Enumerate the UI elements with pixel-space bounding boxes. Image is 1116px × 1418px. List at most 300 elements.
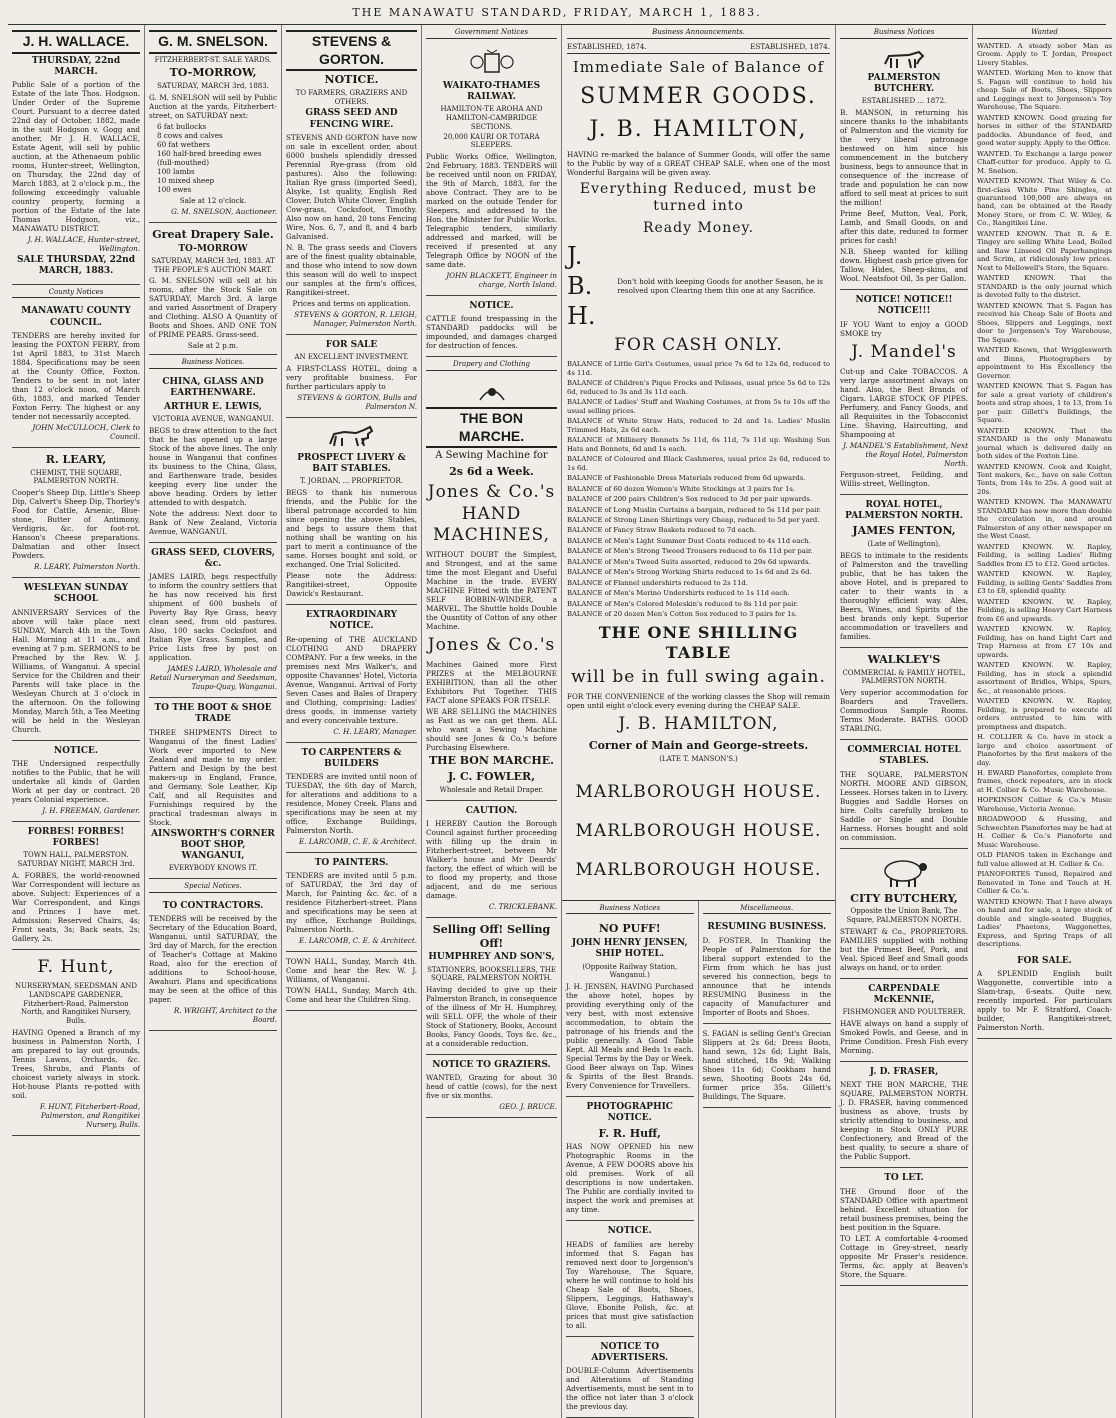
ad-subheading: HAMILTON-TE AROHA AND HAMILTON-CAMBRIDGE SECTIONS.: [440, 105, 543, 131]
section-heading: Wanted: [977, 28, 1112, 39]
ad-heading: CAUTION.: [465, 805, 518, 816]
jbh-initials: J. B. H.: [567, 242, 596, 330]
ad-text: TOWN HALL, Sunday, March 4th. Come and hear the Children Sing.: [286, 986, 417, 1005]
ad-heading: EXTRAORDINARY NOTICE.: [305, 610, 398, 632]
list-item: BALANCE of Men's Tweed Suits assorted, reduced to 29s 6d upwards.: [567, 557, 811, 566]
ad-subheading: 20,000 KAURI OR TOTARA SLEEPERS.: [443, 132, 540, 150]
ad-heading: CARPENDALE McKENNIE,: [868, 983, 940, 1005]
ad-heading: TO PAINTERS.: [314, 858, 389, 868]
wanted-item: WANTED KNOWN. That S. Fagan has received his Cheap Sale of Boots and Shoes, Slippers and Leggings, next door to Jorgensen's Toy Warehouse, The Square.: [977, 301, 1112, 344]
ad-text: Very superior accommodation for Boarders and Travellers. Commodious Sample Rooms. Terms Moderate. BATHS. GOOD STABLING.: [840, 688, 968, 733]
ad-note: Please note the Address: Rangitikei-street, Opposite Dawick's Restaurant.: [286, 571, 417, 598]
ad-text: BEGS to draw attention to the fact that he has opened up a large Stock of the above lines. The only house in Wanganui that confines its business to the China, Glass, and Earthenware trade, besides keeping every line under the above heading. Orders by letter attended to with despatch.: [149, 425, 277, 507]
walkley-ad: [840, 648, 968, 740]
list-item: 6 fat bullocks: [157, 121, 207, 131]
ad-subheading: NURSERYMAN, SEEDSMAN AND LANDSCAPE GARDENER, Fitzherbert-Road, Palmerston North, and Rangitikei Nursery, Bulls.: [14, 982, 137, 1025]
ad-text: A. FORBES, the world-renowned War Correspondent will lecture as above. Subject: Experiences of a War Correspondent, and Kings and Princes I have met. Admission: Reserved Chairs, 4s; Front seats, 3s; Back seats, 2s; Gallery, 2s.: [12, 870, 140, 943]
list-item: BALANCE of 60 dozen Women's White Stockings at 3 pairs for 1s.: [567, 484, 796, 493]
ad-text: TENDERS will be received by the Secretary of the Education Board, Wanganui, until SATURDAY, the 3rd day of March, for the erection of Teacher's Cottage at Makino Road, also for the erection of additions to School-house, Awahuri. Plans and specifications may be seen at the office of this paper.: [149, 914, 277, 1004]
ad-subheading: T. JORDAN, ... PROPRIETOR.: [299, 477, 404, 486]
ad-heading: J. B. HAMILTON,: [589, 117, 808, 142]
ad-heading: R. LEARY,: [45, 452, 107, 466]
ad-heading: Jones & Co.'s: [427, 635, 556, 655]
ad-heading: SUMMER GOODS.: [580, 83, 817, 109]
ad-date: THURSDAY, 22nd MARCH.: [31, 55, 121, 77]
list-item: BALANCE of Flannel undershirts reduced to 2s 11d.: [567, 578, 748, 587]
ad-text: S. FAGAN is selling Gent's Grecian Slippers at 2s 6d; Dress Boots, hand sewn, 12s 6d; Light Bals, hand stitched, 18s 9d; Walking Shoes 11s 6d; Cookham hand sewn, Shooting Boots 24s 6d, former price 35s. Gillett's Buildings, The Square.: [702, 1028, 831, 1101]
section-heading: Business Announcements.: [567, 28, 830, 39]
jbh-row: [567, 241, 830, 331]
wanted-item: WANTED KNOWN. That R. & E. Tingey are selling White Lead, Boiled and Raw Linseed Oil Paperhangings and Scrim, at ridiculously low prices. Next to Mellowell's Store, the Square.: [977, 229, 1112, 272]
ad-heading: J. B. HAMILTON,: [618, 714, 779, 735]
ad-heading: NOTICE.: [469, 301, 514, 311]
wanted-item: WANTED KNOWN. Cook and Knight, Tent makers, &c., have on sale Cotton Tents, from 14s to 25s. A good suit at 20s.: [977, 462, 1112, 496]
wanted-item: WANTED KNOWN. W. Rapley, Feilding, is selling Ladies' Riding Saddles from £5 to £12. Good articles.: [977, 542, 1112, 568]
ad-signature: JOHN BLACKETT, Engineer in charge, North Island.: [446, 271, 557, 289]
ad-text: THE SQUARE, PALMERSTON NORTH. MOORE AND GIBSON, Lessees. Horses taken in to Livery. Buggies and Saddle Horses on hire. Colts carefully broken to Saddle or Single and Double Harness. Horses bought and sold on commission.: [840, 769, 968, 842]
crest-icon: [472, 380, 512, 404]
townhall-ad: [286, 952, 417, 1011]
fagan-ad: [703, 1024, 832, 1108]
ad-heading: TO LET.: [884, 1173, 924, 1184]
wallace-ad: [12, 25, 140, 285]
ad-text: Ferguson-street, Feilding, and Willis-street, Wellington.: [840, 469, 968, 488]
ad-heading: J. Mandel's: [851, 341, 957, 362]
ad-heading: NOTICE TO GRAZIERS.: [432, 1060, 551, 1070]
ad-signature: STEVENS & GORTON, R. LEIGH, Manager, Palmerston North.: [294, 309, 417, 328]
wanted-item: WANTED KNOWN. That the STANDARD is the only Manawatu journal which is delivered daily on both sides of the Foxton Line.: [977, 426, 1112, 461]
wanted-item: WANTED KNOWN. W. Rapley, Feilding, is prepared to execute all orders entrusted to him with promptness and dispatch.: [977, 697, 1112, 731]
ad-text: NEXT THE BON MARCHE, THE SQUARE, PALMERSTON NORTH. J. D. FRASER, having commenced business as above, trusts by strictly attending to business, and keeping in Stock ONLY PURE Confectionery, and Bread of the best quality, to secure a share of the Public Support.: [840, 1080, 968, 1162]
wanted-item: HOPKINSON Collier & Co.'s Music Warehouse, Victoria Avenue.: [977, 796, 1112, 813]
ad-heading: CITY BUTCHERY,: [850, 891, 958, 905]
list-item: BALANCE of Coloured and Black Cashmeres, usual price 2s 6d, reduced to 1s 6d.: [567, 455, 830, 472]
ad-text: JAMES LAIRD, begs respectfully to inform the country settlers that he has now received his first shipment of 600 bushels of Poverty Bay Rye Grass, heavy clean seed, from old pastures. Also, 100 sacks Cocksfoot and Italian Rye Grass. Samples, and Price Lists free by post on application.: [149, 572, 277, 662]
ad-heading: Immediate Sale of Balance of: [572, 57, 825, 76]
ad-text: B. MANSON, in returning his sincere thanks to the inhabitants of Palmerston and the vicinity for the very liberal patronage bestowed on him since his commencement in the butchery business, begs to announce that in consequence of the increase of trade and population he can now afford to sell meat at prices to suit the million!: [840, 108, 968, 207]
ad-text: A Sewing Machine for: [435, 450, 548, 461]
ad-subheading: STATIONERS, BOOKSELLERS, THE SQUARE, PALMERSTON NORTH.: [427, 965, 556, 983]
ad-heading: PALMERSTON BUTCHERY.: [867, 72, 941, 94]
column-6-lower: [699, 901, 836, 1418]
fishmonger-ad: [840, 979, 968, 1062]
stock-list: [157, 122, 277, 194]
list-item: BALANCE of Strong Linen Shirtings very Cheap, reduced to 5d per yard.: [567, 516, 820, 524]
ad-subheading: (Opposite Railway Station, Wanganui.): [582, 962, 678, 980]
section-heading: Business Notices.: [149, 358, 277, 369]
section-heading: Special Notices.: [149, 882, 277, 893]
ad-subheading: (LATE T. MANSON'S.): [659, 755, 738, 764]
ad-text: TO LET. A comfortable 4-roomed Cottage in Grey-street, nearly opposite Mr Fraser's residence. Terms, &c. apply at Beaven's Store, the Square.: [840, 1233, 968, 1279]
butchery-ad: [840, 42, 968, 290]
wanted-item: WANTED KNOWN. That the STANDARD is the only journal which is devoted fully to the district.: [977, 274, 1112, 300]
wanted-item: WANTED KNOWN. Good grazing for horses in either of the STANDARD paddocks. Abundance of feed, and good water supply. Apply to the Office.: [977, 113, 1112, 148]
section-heading: County Notices: [12, 288, 140, 299]
ad-heading: THE BON MARCHE.: [426, 407, 557, 448]
column-7: [836, 25, 973, 1418]
wanted-item: BROADWOOD & Hussing, and Schwechten Pianofortes may be had at H. Collier & Co.'s Pianoforte and Music Warehouse.: [977, 815, 1112, 849]
ad-signature: C. TRICKLEBANK.: [488, 901, 557, 911]
ad-text: Sale at 2 p.m.: [187, 341, 239, 351]
advertisers-notice: [566, 1337, 694, 1418]
column-8: [973, 25, 1116, 1418]
ad-text: Re-opening of THE AUCKLAND CLOTHING AND DRAPERY COMPANY. For a few weeks, in the premises next Mrs Walker's, and opposite Chavannes' Hotel, Victoria Avenue, Wanganui. Arrival of Forty Seven Cases and Bales of Drapery and Clothing, comprising: Ladies' dress goods, in immense variety and every conceivable texture.: [286, 634, 417, 725]
ad-heading: Everything Reduced, must be turned into: [579, 180, 818, 214]
drapery-ad: [149, 223, 277, 356]
section-heading: Business Notices: [840, 28, 968, 39]
ad-text: BEGS to thank his numerous friends, and the Public for the liberal patronage accorded to him since opening the above Stables, and begs to assure them that nothing shall be wanting on his part to merit a continuance of the same. Horses bought and sold, or exchanged. One Trial Solicited.: [286, 488, 417, 569]
ad-subheading: Opposite the Union Bank, The Square, PALMERSTON NORTH.: [846, 907, 962, 924]
graziers-ad: [426, 1055, 557, 1118]
list-item: BALANCE of Fancy Straw Baskets reduced to 7d each.: [567, 526, 757, 535]
list-item: 100 ewes: [157, 184, 192, 194]
ad-note: N.B. Sheep wanted for killing down. Highest cash price given for Tallow, Hides, Sheep-skins, and Wool. Neatsfoot Oil, 3s per Gallon.: [840, 247, 968, 283]
column-1: [8, 25, 145, 1418]
ad-heading: THE ONE SHILLING TABLE: [598, 622, 799, 662]
hunt-ad: [12, 950, 140, 1136]
ad-text: A FIRST-CLASS HOTEL, doing a very profitable business. For further particulars apply to: [286, 363, 417, 391]
list-item: 8 cows and calves: [157, 130, 223, 140]
ad-text: D. FOSTER, In Thanking the People of Palmerston for the liberal support extended to the Firm from which he has just severed his connection, begs to announce that he intends RESUMING Business in the capacity of Manufacturer and Importer of Boots and Shoes.: [702, 935, 831, 1017]
ad-heading: TO THE BOOT & SHOE TRADE: [154, 703, 272, 725]
livery-ad: [286, 418, 417, 605]
ad-subheading: (Late of Wellington),: [867, 540, 941, 548]
ad-heading: FOR CASH ONLY.: [614, 335, 783, 355]
ad-subheading: SALE THURSDAY, 22nd MARCH, 1883.: [16, 255, 136, 277]
column-5-lower: [562, 901, 699, 1418]
balance-list: [567, 360, 830, 619]
ad-text: Cooper's Sheep Dip, Little's Sheep Dip, Calvert's Sheep Dip, Thorley's Food for Cattle, Arsenic, Blue-stone, Butter of Antimony, Verdigris, &c. for foot-rot. Hanson's Cheese preparations. Dalmatian and other Insect Powders.: [12, 488, 140, 560]
ad-text: IF YOU Want to enjoy a GOOD SMOKE try: [840, 319, 968, 338]
wanted-item: H. COLLIER & Co. have in stock a large and choice assortment of Pianofortes by the first makers of the day.: [977, 733, 1112, 767]
ad-text: TOWN HALL, Sunday, March 4th. Come and hear the Rev. W. J. Williams, of Wanganui.: [286, 957, 417, 985]
ad-heading: JAMES FENTON,: [852, 524, 956, 538]
contractors-ad: [149, 896, 277, 1031]
ad-text: HAVING Opened a Branch of my business in Palmerston North, I am prepared to lay out grounds, Tennis Lawns, Orchards, &c. Trees, Shrubs, and Plants of choicest variety always in stock. Hot-house Plants re-potted with soil.: [12, 1027, 140, 1100]
column-5-6: [562, 25, 836, 1418]
ad-signature: R. WRIGHT, Architect to the Board.: [173, 1006, 277, 1024]
ad-heading: WAIKATO-THAMES RAILWAY.: [442, 80, 541, 102]
ad-text: Prime Beef, Mutton, Veal, Pork, Lamb, and Small Goods, on and after this date, reduced to former prices for cash!: [840, 209, 968, 245]
column-4: [422, 25, 562, 1418]
ad-text: WANTED, Grazing for about 30 head of cattle (cows), for the next five or six months.: [426, 1073, 557, 1101]
ad-text: THREE SHIPMENTS Direct to Wanganui of the finest Ladies' Work ever imported to New Zealand and made to my order. Pattern and Design by the best makers-up in England, France, and Germany. Sole Leather, Kip Calf, and all Requisites and Furnishings required by the practical tradesman always in Stock.: [149, 727, 277, 827]
ad-text: TENDERS are invited until noon of TUESDAY, the 6th day of March, for alterations and additions to a residence, Money Creek. Plans and specifications may be seen at my office, Exchange Buildings, Palmerston North.: [286, 772, 417, 835]
ad-heading: WALKLEY'S: [867, 652, 941, 666]
ad-text: HEADS of families are hereby informed that S. Fagan has removed next door to Jorgenson's Toy Warehouse, The Square, where he will continue to hold his Cheap Sale of Boots, Shoes, Slippers, Leggings, Hathaway's Glove, Ebonite Polish, &c. at prices that must give satisfaction to all.: [566, 1239, 694, 1330]
boot-ad: [149, 698, 277, 879]
list-item: BALANCE of 200 pairs Children's Sox reduced to 3d per pair upwards.: [567, 495, 812, 504]
ad-text: Cut-up and Cake TOBACCOS. A very large assortment always on hand. Also, the Best Brands of Cigars. LARGE STOCK OF PIPES. Perfumery, and Fancy Goods, and all Requisites in the Tobacconist Line. Shaving, Haircutting, and Shampooing at: [840, 366, 968, 439]
ad-date: SATURDAY, MARCH 3rd, 1883.: [157, 82, 269, 90]
ad-heading: TO CARPENTERS & BUILDERS: [301, 747, 402, 769]
ad-heading: STEVENS & GORTON.: [286, 30, 417, 71]
ad-signature: E. LARCOMB, C. E. & Architect.: [298, 936, 417, 946]
ad-text: STEWART & Co., PROPRIETORS. FAMILIES supplied with nothing but the Primest Beef, Pork, and Veal. Spiced Beef and Small goods always on hand, or to order.: [840, 926, 968, 972]
painters-ad: [286, 853, 417, 952]
ad-text: BEGS to intimate to the residents of Palmerston and the travelling public, that he has taken the above Hotel, and is prepared to cater to their wants in a thoroughly efficient way. Ales, Beers, Wines, and Spirits of the best brands only kept. Superior accommodation or travellers and families.: [840, 550, 968, 641]
ad-text: HAS NOW OPENED his new Photographic Rooms in the Avenue, A FEW DOORS above his old premises. Work of all descriptions is now undertaken. The Public are cordially invited to inspect the work and premises at any time.: [566, 1142, 694, 1215]
ad-heading: NOTICE.: [53, 745, 99, 756]
forbes-ad: [12, 822, 140, 950]
lewis-ad: [149, 372, 277, 543]
ad-subheading: FISHMONGER AND POULTERER.: [842, 1008, 966, 1017]
royal-hotel-ad: [840, 495, 968, 648]
ad-text: Don't hold with keeping Goods for another Season, he is resolved upon Clearing them this one at any Sacrifice.: [617, 277, 823, 295]
ad-heading: MARLBOROUGH HOUSE.: [575, 860, 822, 881]
laird-ad: [149, 543, 277, 699]
tolet-ad: [840, 1168, 968, 1285]
wanted-item: OLD PIANOS taken in Exchange and full value allowed at H. Collier & Co.: [977, 851, 1112, 868]
extraordinary-ad: [286, 605, 417, 743]
ad-text: G. M. SNELSON will sell by Public Auction at the yards, Fitzherbert-street, on SATURDAY next:: [149, 92, 277, 120]
ad-text: G. M. SNELSON will sell at his rooms, after the Stock Sale on SATURDAY, March 3rd. A large and varied Assortment of Drapery and Clothing. ALSO A Quantity of Boots and Shoes. AND ONE TON of PRIME PEARS. Grass-seed.: [149, 276, 277, 340]
city-butchery-ad: [840, 849, 968, 979]
ad-heading: will be in full swing again.: [571, 666, 826, 687]
ad-signature: C. H. LEARY, Manager.: [333, 726, 417, 736]
ad-heading: F. R. Huff,: [598, 1126, 661, 1140]
ad-text: STEVENS AND GORTON have now on sale in excellent order, about 6000 bushels splendidly dressed Perennial Rye-grass (from old pastures). Also the following: Italian Rye grass (imported Seed), Alsyke, 1st quality, English Red Clover, Dutch White Clover, English Cow-grass, Cocksfoot, Timothy. Also now on hand, 20 tons Fencing Wire, Nos. 6, 7, and 8, and 4 barb Galvanised.: [286, 132, 417, 241]
ad-text: Sale at 12 o'clock.: [179, 195, 247, 205]
section-heading: Drapery and Clothing: [426, 360, 557, 371]
ad-text: Having decided to give up their Palmerston Branch, in consequence of the illness of Mr H. Humphrey, will SELL OFF, the whole of their Stock of Stationery, Books, Account Books, Fancy Goods, Toys &c. &c., at a considerable reduction.: [426, 985, 557, 1048]
stevens-ad: [286, 25, 417, 335]
ad-heading: ROYAL HOTEL, PALMERSTON NORTH.: [845, 499, 963, 521]
sheep-icon: [877, 855, 931, 889]
bon-marche-ad: [426, 374, 557, 801]
ad-heading: Jones & Co.'s HAND MACHINES,: [427, 482, 556, 545]
ad-note: N. B. The grass seeds and Clovers are of the finest quality obtainable, and those who intend to sow down this season will do well to inspect our samples at the firm's offices, Rangitikei-street.: [286, 242, 417, 297]
wanted-item: WANTED KNOWN. W. Rapley, Feilding, is selling Heavy Cart Harness from £6 and upwards.: [977, 597, 1112, 623]
ad-heading: TO CONTRACTORS.: [162, 900, 264, 911]
list-item: BALANCE of 20 dozen Men's Cotton Sox reduced to 3 pairs for 1s.: [567, 610, 798, 619]
ad-subheading: FITZHERBERT-ST. SALE YARDS.: [154, 55, 272, 64]
ad-subheading: VICTORIA AVENUE, WANGANUI.: [152, 414, 274, 423]
wanted-item: WANTED Known, that Wrigglesworth and Binns, Photographers by appointment to His Excellency the Governor.: [977, 346, 1112, 380]
ad-heading: J. C. FOWLER,: [447, 770, 536, 783]
ad-signature: STEVENS & GORTON, Bulls and Palmerston N.: [297, 392, 417, 411]
ad-heading: MANAWATU COUNTY COUNCIL.: [21, 306, 131, 328]
carpenters-ad: [286, 743, 417, 854]
waggonette-ad: [977, 951, 1112, 1039]
ad-heading: F. Hunt,: [37, 956, 115, 977]
railway-ad: [426, 42, 557, 296]
ad-heading: JOHN HENRY JENSEN, SHIP HOTEL.: [571, 938, 688, 960]
ad-heading: HUMPHREY AND SON'S,: [428, 952, 555, 963]
bull-icon: [879, 48, 929, 70]
coat-of-arms-icon: [467, 48, 517, 78]
huff-ad: [566, 1097, 694, 1221]
list-item: BALANCE of Men's Colored Moleskin's reduced to 8s 11d per pair.: [567, 599, 798, 608]
list-item: BALANCE of Children's Pique Frocks and Pelisses, usual price 5s 6d to 12s 6d, reduced to 3s and 3s 11d each.: [567, 379, 830, 396]
ad-text: I HEREBY Caution the Borough Council against further proceeding with filling up the drain in Fitzherbert-street, between Mr Walker's house and Mr Deards' factory, the effect of which will be to flood my property, and those adjacent, and do me serious damage.: [426, 818, 557, 900]
section-heading: Miscellaneous.: [703, 904, 832, 915]
masthead: THE MANAWATU STANDARD, FRIDAY, MARCH 1, 1883.: [8, 6, 1106, 25]
ad-text: WITHOUT DOUBT the Simplest, and Strongest, and at the same time the most Elegant and Useful Machine in the trade. EVERY MACHINE Fitted with the PATENT SELF BOBBIN-WINDER, a MARVEL. The Shuttle holds Double the Quantity of Cotton of any other Machine.: [426, 550, 557, 631]
ad-heading: J. H. WALLACE.: [12, 30, 140, 54]
wanted-item: WANTED KNOWN. W. Rapley, Feilding, has in stock a splendid assortment of Bridles, Whips, Spurs, &c., at reasonable prices.: [977, 661, 1112, 695]
list-item: BALANCE of White Straw Hats, reduced to 2d and 1s. Ladies' Muslin Trimmed Hats, 2s 6d each.: [567, 417, 830, 434]
ad-heading: WESLEYAN SUNDAY SCHOOL: [23, 583, 129, 605]
ad-heading: THE BON MARCHE.: [429, 754, 554, 768]
foster-ad: [703, 917, 832, 1023]
list-item: BALANCE of Long Muslin Curtains a bargain, reduced to 5s 11d per pair.: [567, 505, 822, 514]
list-item: 60 fat wethers: [157, 139, 210, 149]
wanted-item: WANTED. A steady sober Man as Groom. Apply to T. Jordan, Prospect Livery Stables.: [977, 41, 1112, 67]
list-item: BALANCE of Millinery Bonnets 5s 11d, 6s 11d, 7s 11d up. Washing Sun Hats and Bonnets, 6d and 1s each.: [567, 436, 830, 453]
ad-heading: MARLBOROUGH HOUSE.: [575, 821, 822, 842]
section-heading: Government Notices: [426, 28, 557, 39]
wanted-item: WANTED KNOWN. That Wiley & Co. first-class White Pine Shingles, at guaranteed 100,000 are always on hand, can be obtained at the Ready Money Store, or from C. W. Wiley, & Co., Rangitikei Line.: [977, 177, 1112, 228]
ad-subheading: TOWN HALL, PALMERSTON. SATURDAY NIGHT, MARCH 3rd.: [17, 851, 135, 868]
ad-subheading: CHEMIST, THE SQUARE, PALMERSTON NORTH.: [30, 468, 122, 486]
ad-heading: Selling Off! Selling Off!: [432, 922, 551, 950]
lower-split: [562, 900, 835, 1418]
ad-heading: GRASS SEED, CLOVERS, &c.: [151, 547, 275, 569]
ad-text: J. H. JENSEN, HAVING Purchased the above hotel, hopes by providing everything only of the very best, with most extensive accommodation, to obtain the patronage of his friends and the public generally. A Good Table Kept. All Meals and Beds 1s each. Special Terms by the Day or Week. Good Beer always on Tap. Wines & Spirits of the Best Brands. Every Convenience for Travellers.: [566, 982, 694, 1091]
snelson-ad: [149, 25, 277, 223]
ad-heading: PROSPECT LIVERY & BAIT STABLES.: [297, 452, 406, 474]
column-3: [282, 25, 422, 1418]
ad-heading: AINSWORTH'S CORNER BOOT SHOP, WANGANUI,: [151, 828, 275, 861]
cattle-notice: [426, 296, 557, 357]
ad-signature: E. LARCOMB, C. E. & Architect.: [298, 837, 417, 846]
ad-text: Prices and terms on application.: [292, 298, 411, 308]
ad-text: A SPLENDID English built Waggonette, convertible into a Slam-trap, 6-seats. Quite new, recently imported. For particulars apply to Mr F. Stratford, Coach-builder, Rangitikei-street, Palmerston North.: [977, 968, 1112, 1032]
ad-note: Note the address: Next door to Bank of New Zealand, Victoria Avenue, WANGANUI.: [149, 508, 277, 536]
ad-heading: NOTICE! NOTICE!! NOTICE!!!: [855, 295, 953, 317]
columns: [8, 25, 1112, 1412]
ad-heading: NOTICE.: [324, 73, 379, 86]
ad-signature: J. H. FREEMAN, Gardener.: [42, 805, 140, 815]
ad-heading: TO-MORROW: [178, 243, 248, 254]
ad-text: FOR THE CONVENIENCE of the working classes the Shop will remain open until eight o'clock every evening during the CHEAP SALE.: [567, 692, 830, 711]
ad-heading: FOR SALE.: [1017, 955, 1072, 966]
section-heading: Business Notices: [566, 904, 694, 915]
ad-signature: GEO. J. BRUCE.: [499, 1102, 557, 1112]
ad-heading: J. D. FRASER,: [869, 1067, 939, 1077]
ad-text: ANNIVERSARY Services of the above will take place next SUNDAY, March 4th in the Town Hall. Morning at 11 a.m., and evening at 7 p.m. SERMONS to be Preached by the Rev. W. J. Williams, of Wanganui. A special Service for the Children and their Parents will take place in the Wesleyan Church at 3 o'clock in the afternoon. On the following Monday, March 5th, a Tea Meeting will be held in the Wesleyan Church.: [12, 607, 140, 734]
ad-text: WE ARE SELLING the MACHINES as Fast as we can get them. ALL who want a Sewing Machine should see Jones & Co.'s before Purchasing Elsewhere.: [426, 707, 557, 753]
wanted-item: PIANOFORTES Tuned, Repaired and Renovated in Tone and Touch at H. Collier & Co.'s.: [977, 870, 1112, 896]
ad-heading: RESUMING BUSINESS.: [707, 922, 827, 933]
list-item: 10 mixed sheep: [157, 175, 215, 185]
ad-heading: Corner of Main and George-streets.: [588, 739, 809, 753]
ad-text: HAVE always on hand a supply of Smoked Fowls, and Geese, and in Prime Condition. Fresh Fish every Morning.: [840, 1019, 968, 1055]
humphrey-ad: [426, 918, 557, 1055]
ad-signature: R. LEARY, Palmerston North.: [33, 562, 140, 571]
commercial-stables-ad: [840, 740, 968, 849]
established-left: ESTABLISHED, 1874.: [567, 41, 647, 51]
ad-text: Public Sale of a portion of the Estate of the late Thos. Hodgson. Under Order of the Supreme Court. Pursuant to a decree dated 22nd day of October, 1882, made in the suit Hodgson v. Gogg and another, Mr J. H. WALLACE, Estate Agent, will sell by public auction, at the Athenaeum public rooms, Hunter-street, Wellington, on Thursday, the 22nd day of March 1883, at 2 o'clock p.m., the following exceedingly valuable country property, forming a portion of the Estate of the late Thomas Hodgson, viz., MANAWATU DISTRICT.: [12, 80, 140, 233]
list-item: BALANCE of Men's Light Summer Dust Coats reduced to 4s 11d each.: [567, 536, 811, 545]
ad-subheading: COMMERCIAL & FAMILY HOTEL, PALMERSTON NORTH.: [842, 668, 966, 686]
established-row: [567, 42, 830, 54]
ad-signature: J. MANDEL'S Establishment, Next the Royal Hotel, Palmerston North.: [843, 440, 968, 468]
ad-heading: NOTICE TO ADVERTISERS.: [591, 1341, 669, 1363]
ad-text: TENDERS are invited until 5 p.m. of SATURDAY, the 3rd day of March, for Painting &c. &c. of a residence Fitzherbert-street. Plans and specifications may be seen at my office, Exchange Buildings, Palmerston North.: [286, 871, 417, 935]
ad-subheading: EVERYBODY KNOWS IT.: [168, 864, 258, 873]
list-item: 100 lambs: [157, 166, 195, 176]
ad-subheading: TO FARMERS, GRAZIERS AND OTHERS.: [295, 88, 408, 106]
mandel-ad: [840, 290, 968, 495]
ad-text: THE Undersigned respectfully notifies to the Public, that he will undertake all kinds of Garden Work at per day or contract. 20 years Colonial experience.: [12, 758, 140, 804]
ad-text: Public Works Office, Wellington, 2nd February, 1883. TENDERS will be received until noon on FRIDAY, the 9th of March, 1883, for the above Contract. They are to be marked on the outside Tender for Sleepers, and addressed to the Hon. the Minister for Public Works. Telegraphic tenders, similarly addressed and marked, will be received if presented at any Telegraph Office by NOON of the same date.: [426, 152, 557, 269]
list-item: 160 half-bred breeding ewes (full-mouthed): [157, 148, 262, 167]
wanted-item: WANTED KNOWN. The MANAWATU STANDARD has now more than double the circulation in, and around Palmerston of any other newspaper on the West Coast.: [977, 498, 1112, 541]
wanted-item: WANTED KNOWN. That S. Fagan has for sale a great variety of children's boots and strap shoes, 1 to 13, from 1s per pair. Gillett's Buildings, the Square.: [977, 382, 1112, 425]
list-item: BALANCE of Men's Merino Undershirts reduced to 1s 11d each.: [567, 589, 790, 598]
leary-ad: [12, 448, 140, 578]
ad-heading: GRASS SEED AND FENCING WIRE.: [305, 108, 398, 130]
ad-signature: G. M. SNELSON, Auctioneer.: [171, 206, 277, 216]
list-item: BALANCE of Men's Strong Tweed Trousers reduced to 6s 11d per pair.: [567, 547, 813, 556]
ad-heading: NO PUFF!: [598, 922, 661, 936]
ad-heading: Great Drapery Sale.: [152, 227, 274, 241]
ad-text: THE Ground floor of the STANDARD Office with apartment behind. Excellent situation for retail business premises, being the best position in the Square.: [840, 1186, 968, 1232]
wanted-item: WANTED KNOWN. W. Rapley, Feilding, has on hand Light Cart and Trap Harness at from £7 10s and upwards.: [977, 625, 1112, 659]
ad-signature: JOHN McCULLOCH, Clerk to Council.: [32, 422, 140, 441]
ad-subheading: Wholesale and Retail Draper.: [439, 785, 544, 794]
ad-heading: TO-MORROW,: [169, 66, 257, 80]
ad-heading: PHOTOGRAPHIC NOTICE.: [586, 1102, 673, 1124]
ad-heading: FOR SALE: [325, 339, 378, 350]
council-ad: [12, 301, 140, 448]
hamilton-ad: [562, 28, 835, 882]
ad-heading: ARTHUR E. LEWIS,: [164, 401, 262, 412]
fraser-ad: [840, 1062, 968, 1168]
ad-text: CATTLE found trespassing in the STANDARD paddocks will be impounded, and damages charged for destruction of fences.: [426, 314, 557, 351]
wanted-item: WANTED. Working Men to know that S. Fagan will continue to hold his cheap Sale of Boots, Shoes, Slippers and Leggings next to Jorgenson's Toy Warehouse, The Square.: [977, 69, 1112, 112]
column-2: [145, 25, 282, 1418]
wanted-item: H. EWARD Pianofortes, complete from frames, check repeaters, are in stock at H. Collier & Co. Music Warehouse.: [977, 768, 1112, 794]
ad-text: Machines Gained more First PRIZES at the MELBOURNE EXHIBITION, than all the other Exhibitors Put Together. THIS FACT alone SPEAKS FOR ITSELF.: [426, 660, 557, 706]
ad-signature: J. H. WALLACE, Hunter-street, Wellington.: [27, 235, 140, 253]
list-item: BALANCE of Ladies' Stuff and Washing Costumes, at from 5s to 10s off the usual selling prices.: [567, 398, 830, 415]
wanted-item: WANTED KNOWN. W. Rapley, Feilding, is selling Gents' Saddles from £3 to £8, splendid quality.: [977, 570, 1112, 596]
ad-date: SATURDAY, MARCH 3rd, 1883. AT THE PEOPLE'S AUCTION MART.: [151, 256, 275, 274]
wanted-item: WANTED. To Exchange a large power Chaff-cutter for produce. Apply to G. M. Snelson.: [977, 149, 1112, 175]
established-right: ESTABLISHED, 1874.: [750, 41, 830, 51]
ad-text: HAVING re-marked the balance of Summer Goods, will offer the same to the Public by way of a GREAT CHEAP SALE, when one of the most Wonderful Bargains will be given away.: [567, 149, 830, 177]
ad-heading: NOTICE.: [607, 1226, 652, 1237]
horse-icon: [322, 424, 382, 450]
ad-subheading: AN EXCELLENT INVESTMENT.: [294, 353, 409, 361]
ad-subheading: ESTABLISHED ... 1872.: [861, 97, 947, 106]
ad-heading: G. M. SNELSON.: [149, 30, 277, 54]
jensen-ad: [566, 917, 694, 1097]
caution-ad: [426, 801, 557, 918]
ad-heading: MARLBOROUGH HOUSE.: [575, 781, 822, 802]
list-item: BALANCE of Little Girl's Costumes, usual price 7s 6d to 12s 6d, reduced to 4s 11d.: [567, 360, 830, 377]
ad-heading: COMMERCIAL HOTEL STABLES.: [847, 745, 961, 767]
wesleyan-ad: [12, 578, 140, 741]
freeman-ad: [12, 741, 140, 822]
fagan-notice: [566, 1221, 694, 1336]
forsale-ad: [286, 335, 417, 418]
ad-text: DOUBLE-Column Advertisements and Alterations of Standing Advertisements, must be sent in to the office not later than 3 o'clock the previous day.: [566, 1366, 694, 1412]
ad-heading: Ready Money.: [642, 219, 755, 236]
ad-text: TENDERS are hereby invited for leasing the FOXTON FERRY, from 1st April 1883, to 31st March 1884. Specifications may be seen at the County Office, Foxton. Tenders to be sent in not later than 12 o'clock noon, of March 6th, 1883, and marked Tender Foxton Ferry. The highest or any tender not necessarily accepted.: [12, 330, 140, 421]
wanted-item: WANTED KNOWN: That I have always on hand and for sale, a large stock of double and single-seated Buggies, Ladies' Phaetons, Waggonettes, Express, and Spring Traps of all descriptions.: [977, 897, 1112, 949]
list-item: BALANCE of Men's Strong Working Shirts reduced to 1s 6d and 2s 6d.: [567, 568, 812, 577]
ad-heading: 2s 6d a Week.: [449, 464, 534, 478]
ad-heading: FORBES! FORBES! FORBES!: [27, 826, 125, 848]
ad-heading: CHINA, GLASS AND EARTHENWARE.: [162, 377, 264, 399]
ad-signature: F. HUNT, Fitzherbert-Road, Palmerston, and Rangitikei Nursery, Bulls.: [39, 1101, 140, 1129]
ad-signature: JAMES LAIRD, Wholesale and Retail Nurseryman and Seedsman, Taupo-Quay, Wanganui.: [149, 664, 277, 691]
wanted-list: [977, 42, 1112, 949]
